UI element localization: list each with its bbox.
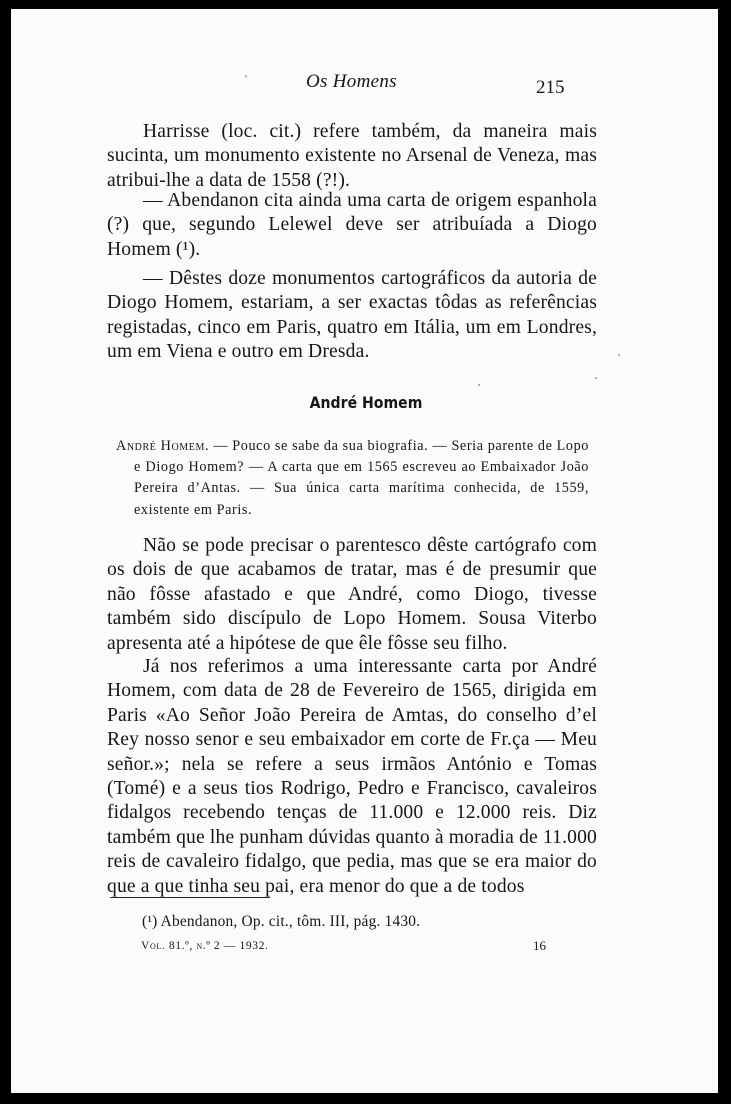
book-page (11, 9, 721, 1093)
paragraph-carta (107, 655, 597, 899)
section-heading: André Homem (309, 393, 423, 412)
page-number: 215 (536, 77, 565, 98)
paragraph-text: Não se pode precisar o parentesco dêste cartógrafo com os dois de que acabamos de tratar, mas é de presumir que não fôsse afastado e que André, como Diogo, tivesse também sido discípulo de Lopo Homem. Sousa Viterbo apresenta até a hipótese de que êle fôsse seu filho. (107, 535, 597, 654)
section-summary (116, 436, 589, 521)
paragraph-text: — Abendanon cita ainda uma carta de origem espanhola (?) que, segundo Lelewel deve ser atribuíada a Diogo Homem (¹). (107, 190, 597, 260)
paragraph-text: Já nos referimos a uma interessante carta por André Homem, com data de 28 de Fevereiro de 1565, dirigida em Paris «Ao Señor João Pereira de Amtas, do conselho d’el Rey nosso senor e seu embaixador em corte de Fr.ça — Meu señor.»; nela se refere a seus irmãos António e Tomas (Tomé) e a seus tios Rodrigo, Pedro e Francisco, cavaleiros fidalgos recebendo tenças de 11.000 e 12.000 reis. Diz também que lhe punham dúvidas quanto à moradia de 11.000 reis de cavaleiro fidalgo, que pedia, mas que se era maior do que a que tinha seu pai, era menor do que a de todos (107, 656, 597, 897)
paragraph-parentesco (107, 534, 597, 656)
paragraph-text: — Dêstes doze monumentos cartográficos da autoria de Diogo Homem, estariam, a ser exactas tôdas as referências registadas, cinco em Paris, quatro em Itália, um em Londres, um em Viena e outro em Dresda. (107, 268, 597, 363)
footnote: (¹) Abendanon, Op. cit., tôm. III, pág. 1430. (142, 913, 421, 930)
paper-speck (618, 354, 620, 356)
paragraph-abendanon (107, 189, 597, 262)
running-title: Os Homens (306, 71, 397, 92)
page-header (11, 71, 721, 101)
paragraph-text: Harrisse (loc. cit.) refere também, da maneira mais sucinta, um monumento existente no Arsenal de Veneza, mas atribui-lhe a data de 1558 (?!). (107, 121, 597, 191)
signature-mark: 16 (533, 938, 546, 953)
paragraph-destes (107, 267, 597, 365)
footnote-rule (110, 897, 270, 898)
page-edge (718, 9, 721, 1093)
printer-mark: ` (244, 76, 249, 87)
volume-line: Vol. 81.º, n.º 2 — 1932. (141, 939, 269, 952)
summary-text: — Pouco se sabe da sua biografia. — Seria parente de Lopo e Diogo Homem? — A carta que em 1565 escreveu ao Embaixador João Pereira d’Antas. — Sua única carta marítima conhecida, de 1559, existente em Paris. (134, 438, 589, 518)
paper-speck (478, 384, 480, 386)
summary-label: André Homem. (116, 438, 210, 454)
paragraph-harrisse (107, 120, 597, 193)
paper-speck (595, 377, 597, 379)
